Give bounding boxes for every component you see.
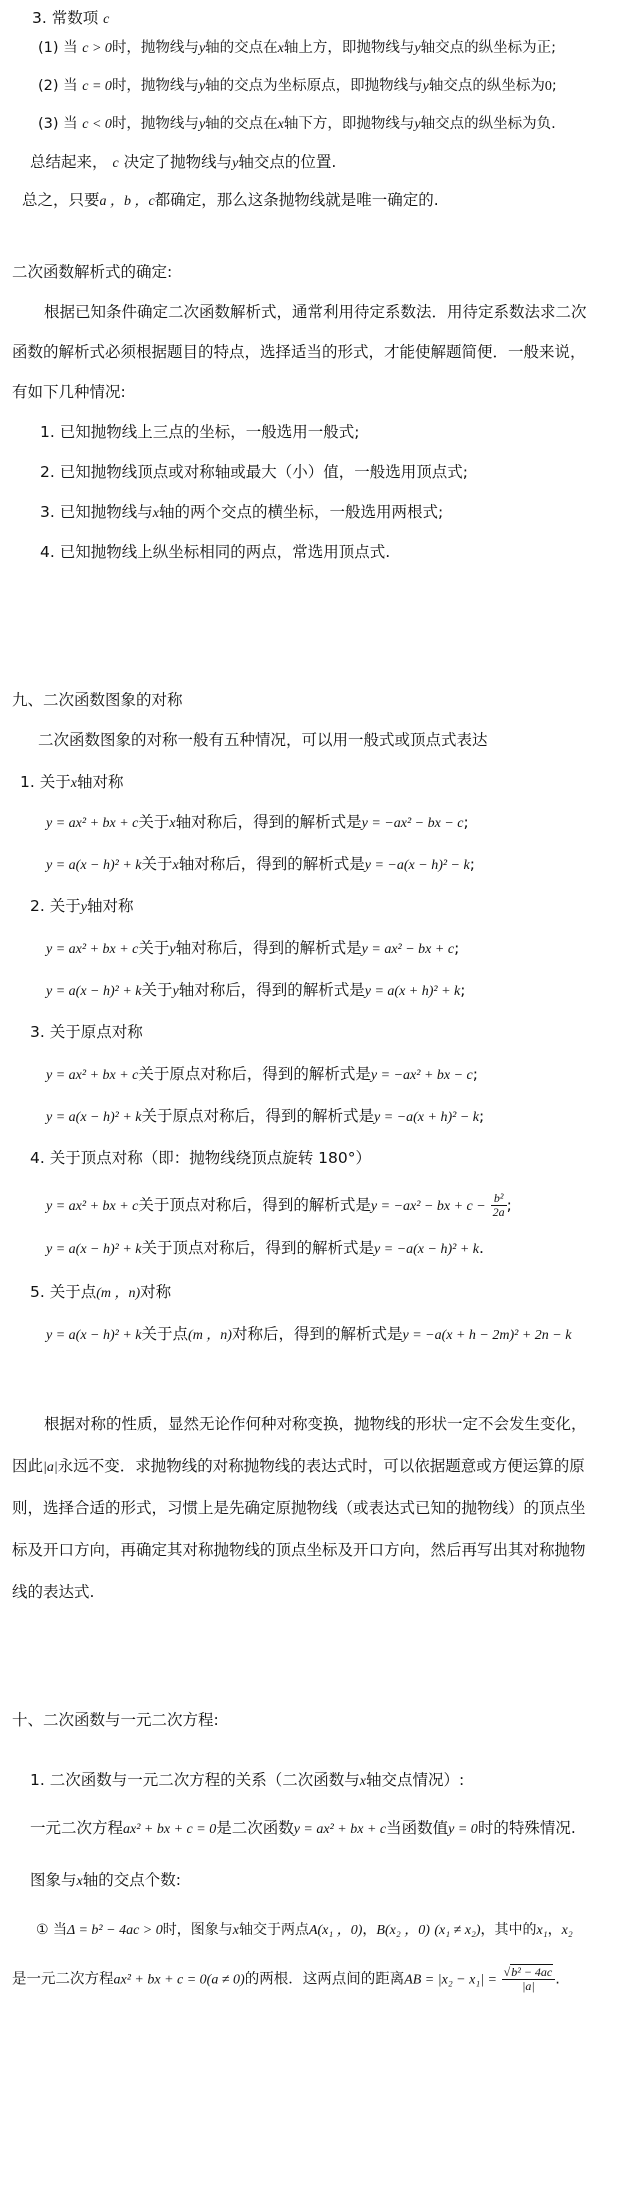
determine-para-line-1: 根据已知条件确定二次函数解析式，通常利用待定系数法．用待定系数法求二次: [44, 303, 587, 321]
sec9-vertex-sym-vertex: y = a(x − h)² + k关于顶点对称后，得到的解析式是y = −a(x − h)² + k.: [46, 1239, 484, 1257]
sec9-sub3-heading: 3. 关于原点对称: [30, 1023, 143, 1041]
determine-item-3: 3. 已知抛物线与x轴的两个交点的横坐标，一般选用两根式;: [40, 503, 444, 521]
determine-item-2: 2. 已知抛物线顶点或对称轴或最大（小）值，一般选用顶点式;: [40, 463, 468, 481]
sec10-sub1-heading: 1. 二次函数与一元二次方程的关系（二次函数与x轴交点情况）:: [30, 1771, 465, 1789]
sec9-para-line-3: 则，选择合适的形式，习惯上是先确定原抛物线（或表达式已知的抛物线）的顶点坐: [12, 1499, 586, 1517]
fraction-b2-over-2a: $\frac{\text{b²}}{2a}$: [492, 1191, 505, 1219]
sec9-sub1-heading: 1. 关于x轴对称: [20, 773, 124, 791]
sec9-heading: 九、二次函数图象的对称: [12, 691, 183, 709]
sec9-para-line-4: 标及开口方向，再确定其对称抛物线的顶点坐标及开口方向，然后再写出其对称抛物: [12, 1541, 586, 1559]
sec9-y-sym-general: y = ax² + bx + c关于y轴对称后，得到的解析式是y = ax² − bx + c;: [46, 939, 460, 957]
sec10-intersection-count: 图象与x轴的交点个数:: [30, 1871, 181, 1889]
sec9-origin-sym-vertex: y = a(x − h)² + k关于原点对称后，得到的解析式是y = −a(x + h)² − k;: [46, 1107, 485, 1125]
sec10-relation: 一元二次方程ax² + bx + c = 0是二次函数y = ax² + bx + c当函数值y = 0时的特殊情况.: [30, 1819, 576, 1837]
determine-para-line-2: 函数的解析式必须根据题目的特点，选择适当的形式，才能使解题简便．一般来说，: [12, 343, 586, 361]
sec9-para-line-1: 根据对称的性质，显然无论作何种对称变换，抛物线的形状一定不会发生变化，: [44, 1415, 587, 1433]
sec9-vertex-sym-general: y = ax² + bx + c关于顶点对称后，得到的解析式是y = −ax² − bx + c − $\frac{\text{b²}}{2a}$ ;: [46, 1191, 512, 1219]
determine-heading: 二次函数解析式的确定:: [12, 263, 173, 281]
const-case-2: (2) 当 c = 0时，抛物线与y轴的交点为坐标原点，即抛物线与y轴交点的纵坐标为0;: [38, 78, 557, 94]
const-summary: 总结起来， c 决定了抛物线与y轴交点的位置.: [30, 153, 337, 171]
sec10-case-1: ① 当Δ = b² − 4ac > 0时，图象与x轴交于两点A(x₁ ，0)，B(x₂ ，0) (x₁ ≠ x₂)，其中的x₁，x₂: [36, 1922, 573, 1938]
sec9-x-sym-general: y = ax² + bx + c关于x轴对称后，得到的解析式是y = −ax² − bx − c;: [46, 813, 469, 831]
sec9-para-line-2: 因此|a|永远不变．求抛物线的对称抛物线的表达式时，可以依据题意或方便运算的原: [12, 1457, 585, 1475]
determine-para-line-3: 有如下几种情况:: [12, 383, 126, 401]
const-term-title: 3. 常数项 c: [32, 9, 110, 27]
sec9-origin-sym-general: y = ax² + bx + c关于原点对称后，得到的解析式是y = −ax² + bx − c;: [46, 1065, 478, 1083]
sec10-heading: 十、二次函数与一元二次方程:: [12, 1711, 219, 1729]
sec9-sub2-heading: 2. 关于y轴对称: [30, 897, 134, 915]
sec9-sub4-heading: 4. 关于顶点对称（即：抛物线绕顶点旋转 180°）: [30, 1149, 371, 1167]
sec9-point-sym-vertex: y = a(x − h)² + k关于点(m ，n)对称后，得到的解析式是y = −a(x + h − 2m)² + 2n − k: [46, 1325, 572, 1343]
const-case-3: (3) 当 c < 0时，抛物线与y轴的交点在x轴下方，即抛物线与y轴交点的纵坐标为负.: [38, 116, 556, 132]
sec9-intro: 二次函数图象的对称一般有五种情况，可以用一般式或顶点式表达: [38, 731, 488, 749]
const-conclusion: 总之，只要a ，b ，c都确定，那么这条抛物线就是唯一确定的.: [22, 191, 439, 209]
sec10-case-1-cont: 是一元二次方程ax² + bx + c = 0(a ≠ 0)的两根．这两点间的距离AB = |x₂ − x₁| = $\frac{\text{√b² − 4ac}}{|a|}$ .: [12, 1965, 560, 1993]
sec9-para-line-5: 线的表达式.: [12, 1583, 95, 1601]
sec9-y-sym-vertex: y = a(x − h)² + k关于y轴对称后，得到的解析式是y = a(x + h)² + k;: [46, 981, 466, 999]
determine-item-1: 1. 已知抛物线上三点的坐标，一般选用一般式;: [40, 423, 360, 441]
fraction-distance: $\frac{\text{√b² − 4ac}}{|a|}$: [502, 1966, 556, 1993]
sec9-sub5-heading: 5. 关于点(m ，n)对称: [30, 1283, 172, 1301]
sec9-x-sym-vertex: y = a(x − h)² + k关于x轴对称后，得到的解析式是y = −a(x − h)² − k;: [46, 855, 475, 873]
const-case-1: (1) 当 c > 0时，抛物线与y轴的交点在x轴上方，即抛物线与y轴交点的纵坐标为正;: [38, 40, 556, 56]
determine-item-4: 4. 已知抛物线上纵坐标相同的两点，常选用顶点式.: [40, 543, 391, 561]
